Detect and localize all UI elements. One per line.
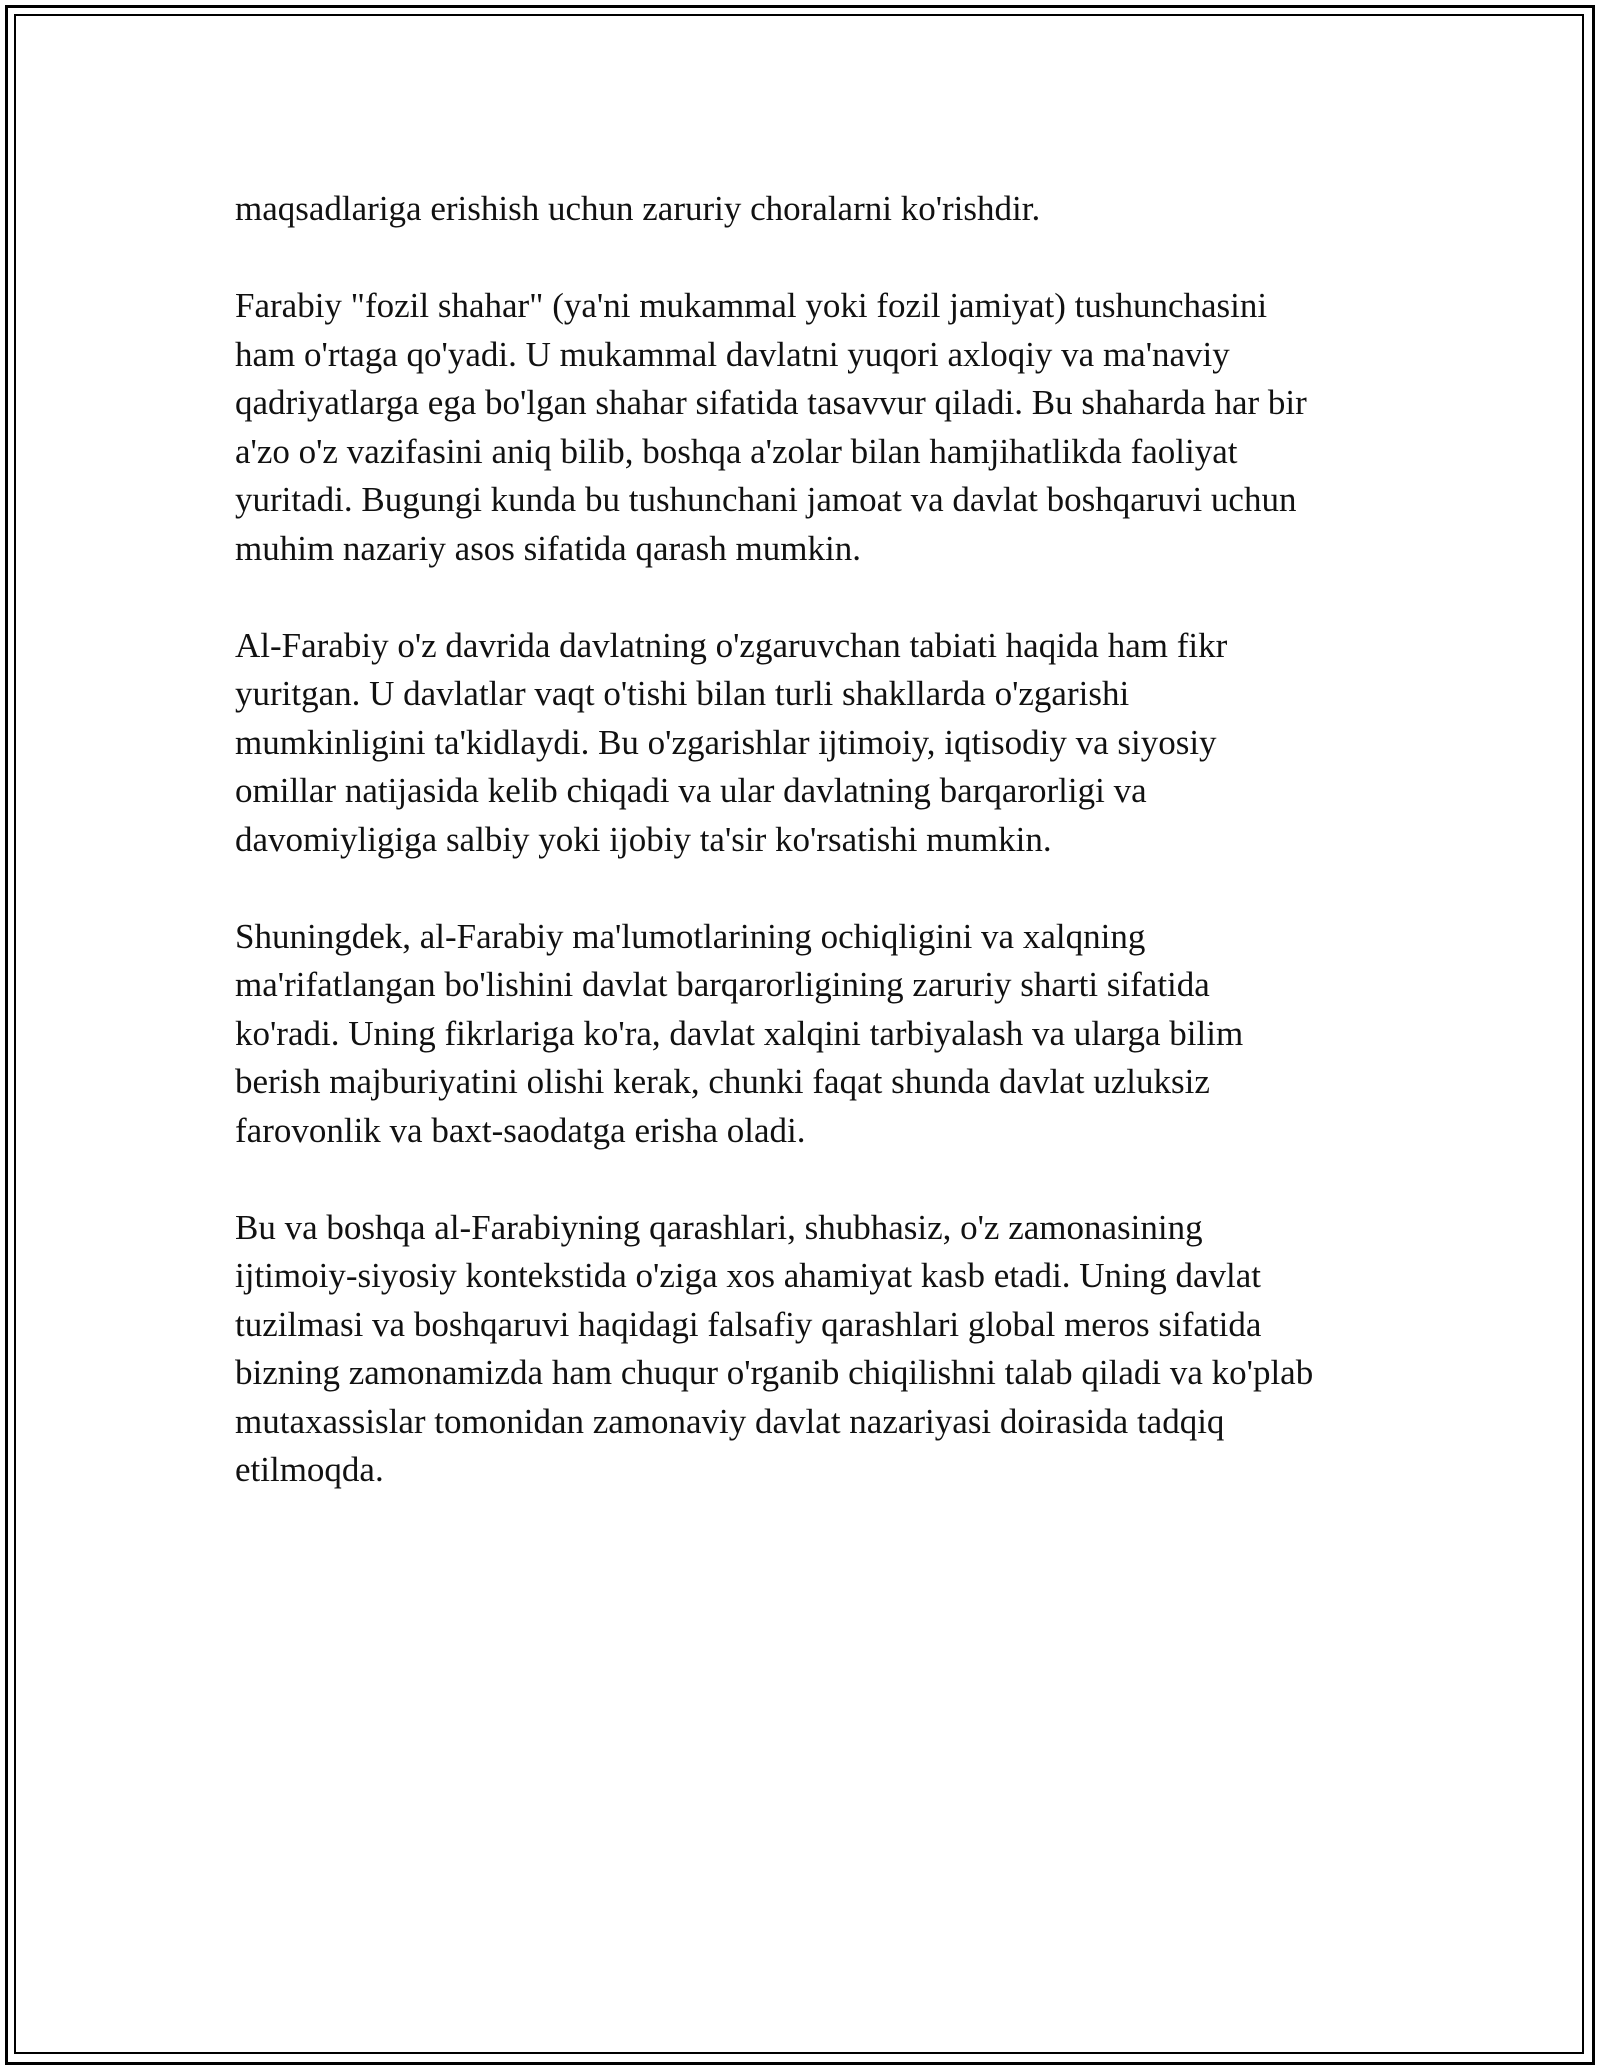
paragraph xyxy=(235,622,1385,865)
paragraph xyxy=(235,1204,1385,1495)
text-line: Shuningdek, al-Farabiy ma'lumotlarining ochiqligini va xalqning xyxy=(235,916,1146,956)
text-line: farovonlik va baxt-saodatga erisha oladi. xyxy=(235,1110,806,1150)
paragraph xyxy=(235,282,1385,573)
paragraph xyxy=(235,913,1385,1156)
text-line: ma'rifatlangan bo'lishini davlat barqarorligining zaruriy sharti sifatida xyxy=(235,965,1210,1004)
text-line: muhim nazariy asos sifatida qarash mumkin. xyxy=(235,528,861,568)
text-line: omillar natijasida kelib chiqadi va ular davlatning barqarorligi va xyxy=(235,771,1147,810)
text-line: etilmoqda. xyxy=(235,1450,384,1489)
text-line: a'zo o'z vazifasini aniq bilib, boshqa a'zolar bilan hamjihatlikda faoliyat xyxy=(235,431,1238,471)
text-line: qadriyatlarga ega bo'lgan shahar sifatida tasavvur qiladi. Bu shaharda har bir xyxy=(235,383,1307,422)
text-line: tuzilmasi va boshqaruvi haqidagi falsafiy qarashlari global meros sifatida xyxy=(235,1304,1262,1344)
text-line: mumkinligini ta'kidlaydi. Bu o'zgarishlar ijtimoiy, iqtisodiy va siyosiy xyxy=(235,722,1217,762)
paragraph xyxy=(235,185,1385,234)
text-line: yuritgan. U davlatlar vaqt o'tishi bilan turli shakllarda o'zgarishi xyxy=(235,674,1130,713)
text-line: yuritadi. Bugungi kunda bu tushunchani jamoat va davlat boshqaruvi uchun xyxy=(235,480,1297,519)
text-line: Farabiy "fozil shahar" (ya'ni mukammal yoki fozil jamiyat) tushunchasini xyxy=(235,286,1268,325)
text-line: Bu va boshqa al-Farabiyning qarashlari, shubhasiz, o'z zamonasining xyxy=(235,1207,1203,1247)
text-line: Al-Farabiy o'z davrida davlatning o'zgaruvchan tabiati haqida ham fikr xyxy=(235,625,1228,665)
text-line: ijtimoiy-siyosiy kontekstida o'ziga xos ahamiyat kasb etadi. Uning davlat xyxy=(235,1256,1261,1295)
text-line: ham o'rtaga qo'yadi. U mukammal davlatni yuqori axloqiy va ma'naviy xyxy=(235,334,1230,374)
text-line: mutaxassislar tomonidan zamonaviy davlat nazariyasi doirasida tadqiq xyxy=(235,1401,1225,1441)
text-line: maqsadlariga erishish uchun zaruriy choralarni ko'rishdir. xyxy=(235,189,1041,228)
text-line: davomiyligiga salbiy yoki ijobiy ta'sir ko'rsatishi mumkin. xyxy=(235,819,1052,859)
text-line: bizning zamonamizda ham chuqur o'rganib chiqilishni talab qiladi va ko'plab xyxy=(235,1353,1314,1392)
text-line: ko'radi. Uning fikrlariga ko'ra, davlat xalqini tarbiyalash va ularga bilim xyxy=(235,1013,1244,1053)
document-body xyxy=(235,185,1385,1495)
text-line: berish majburiyatini olishi kerak, chunki faqat shunda davlat uzluksiz xyxy=(235,1062,1210,1101)
